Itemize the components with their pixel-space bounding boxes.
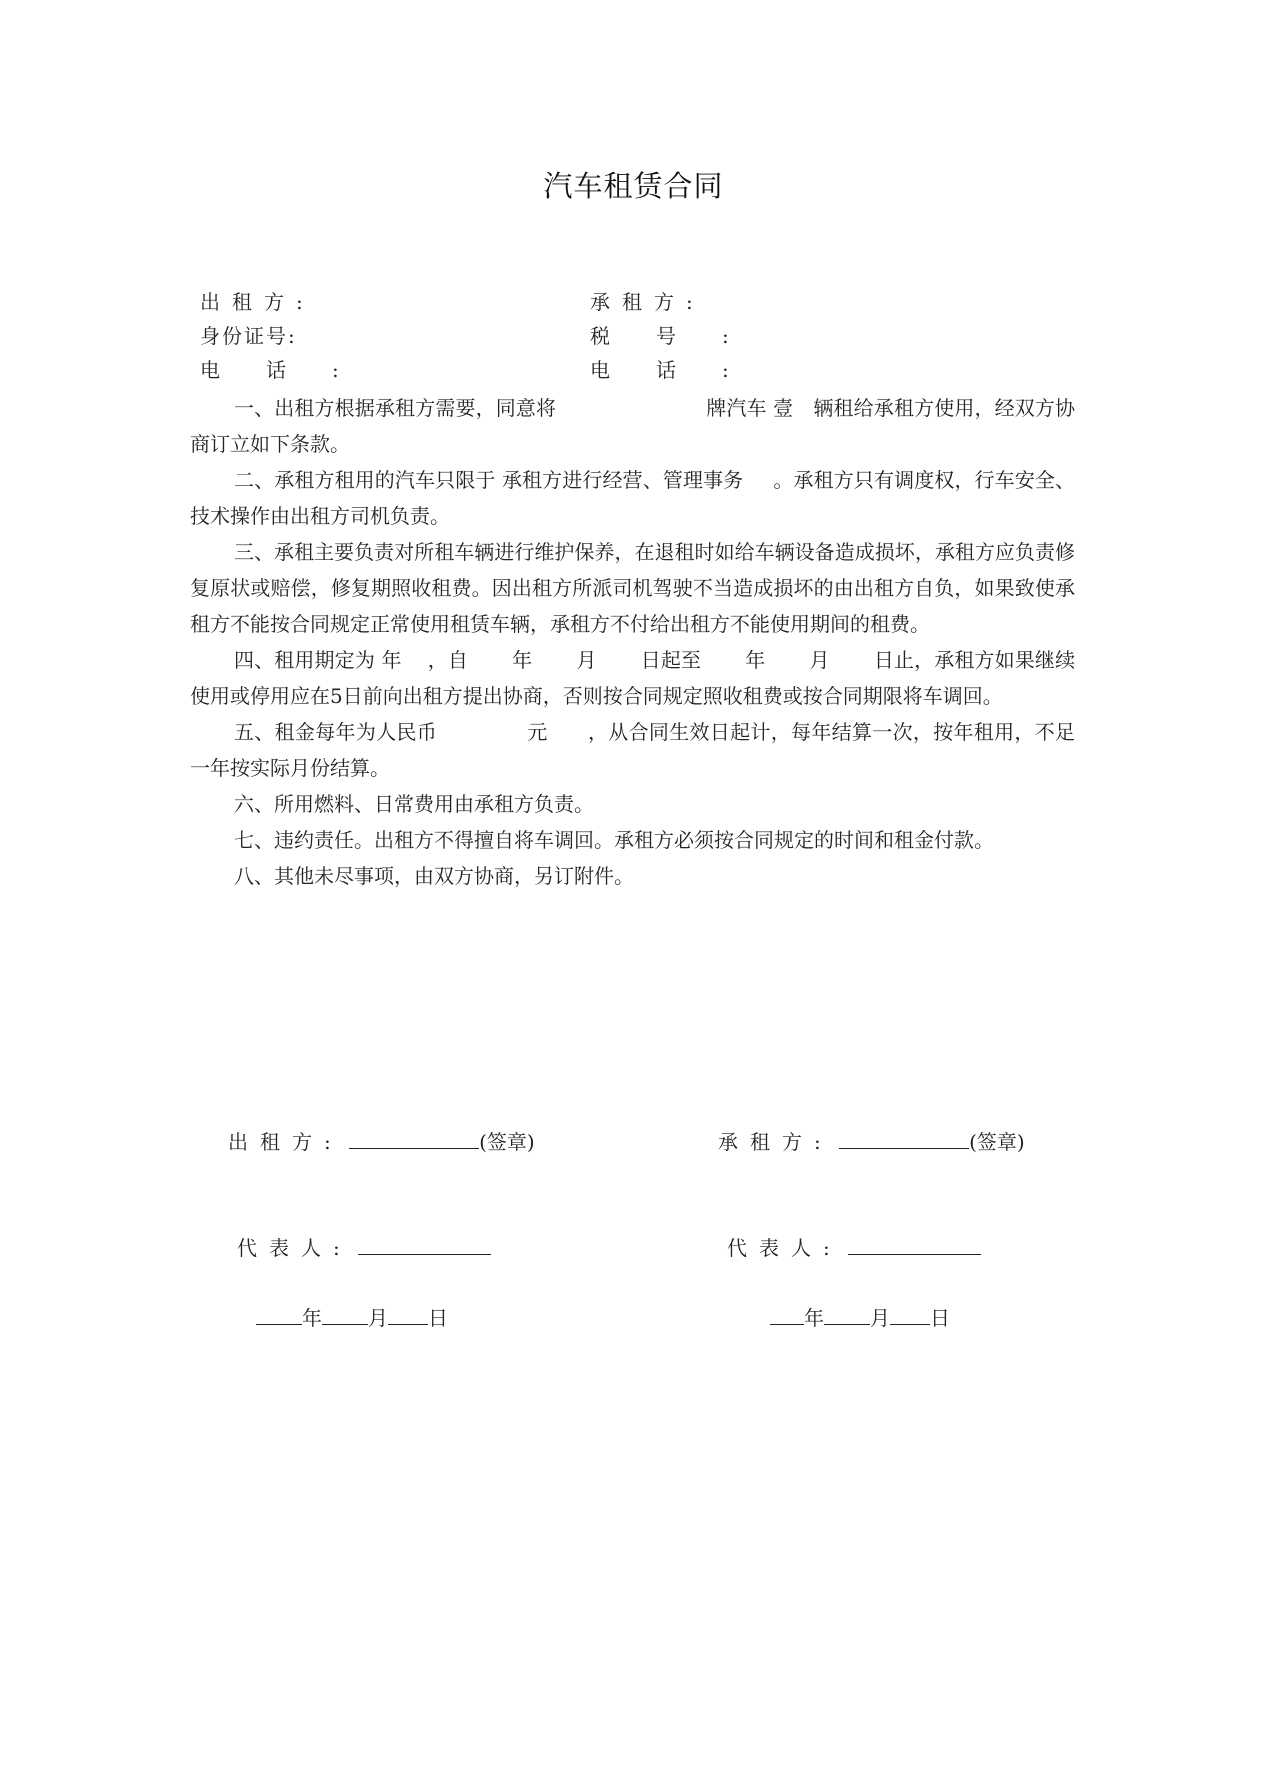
lessee-label: 承租方: [590,290,705,314]
lessee-representative-field[interactable] [848,1234,981,1255]
clause-5: 五、租金每年为人民币 元 ，从合同生效日起计，每年结算一次，按年租用，不足一年按实际月份结算。 [190,720,1076,780]
lessee-signature-field[interactable] [839,1128,969,1149]
lessee-date-line: 年 月 日 [770,1302,950,1331]
lessor-signature-line: 出租方: (签章) [228,1130,535,1154]
clause-2: 二、承租方租用的汽车只限于 承租方进行经营、管理事务 。承租方只有调度权，行车安全、技术操作由出租方司机负责。 [190,468,1076,528]
clause-8: 八、其他未尽事项，由双方协商，另订附件。 [234,864,634,888]
lessor-year-field[interactable] [256,1304,302,1325]
lessor-date-line: 年 月 日 [256,1302,448,1331]
lessor-representative-line: 代表人: [237,1232,491,1261]
document-title: 汽车租赁合同 [543,169,724,203]
lessor-phone-label: 电话: [200,358,385,382]
lessee-representative-line: 代表人: [727,1232,981,1261]
clause-6: 六、所用燃料、日常费用由承租方负责。 [234,792,594,816]
clause-1: 一、出租方根据承租方需要，同意将 牌汽车 壹 辆租给承租方使用，经双方协商订立如下条款。 [190,396,1076,456]
lessor-label: 出租方: [200,290,315,314]
contract-clauses [190,390,1075,894]
lessor-signature-field[interactable] [349,1128,479,1149]
lessee-signature-line: 承租方: (签章) [718,1130,1025,1154]
lessee-month-field[interactable] [824,1304,870,1325]
lessor-day-field[interactable] [388,1304,428,1325]
clause-7: 七、违约责任。出租方不得擅自将车调回。承租方必须按合同规定的时间和租金付款。 [234,828,994,852]
clause-4: 四、租用期定为 年 ，自 年 月 日起至 年 月 日止，承租方如果继续使用或停用应在5日前向出租方提出协商，否则按合同规定照收租费或按合同期限将车调回。 [190,648,1076,708]
lessee-day-field[interactable] [890,1304,930,1325]
lessee-year-field[interactable] [770,1304,804,1325]
lessor-representative-field[interactable] [358,1234,491,1255]
lessor-month-field[interactable] [322,1304,368,1325]
lessee-tax-label: 税号: [590,324,775,348]
clause-3: 三、承租主要负责对所租车辆进行维护保养，在退租时如给车辆设备造成损坏，承租方应负责修复原状或赔偿，修复期照收租费。因出租方所派司机驾驶不当造成损坏的由出租方自负，如果致使承租方不能按合同规定正常使用租赁车辆，承租方不付给出租方不能使用期间的租费。 [190,540,1075,636]
lessee-phone-label: 电话: [590,358,775,382]
lessor-id-label: 身份证号: [200,324,297,348]
